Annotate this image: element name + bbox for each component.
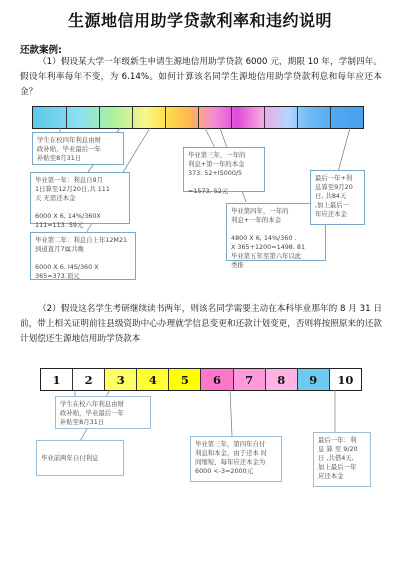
year-cell: 8	[266, 369, 298, 390]
timeline-tick	[165, 107, 166, 128]
year-cell: 6	[201, 369, 233, 390]
year-cell: 1	[41, 369, 73, 390]
note-tl1-year2: 毕业第二年：利息自上年12M21 到道直月7属共晚 6000 X 6. I4S/360 X 365=373.顶元	[30, 232, 136, 280]
year-cell: 5	[169, 369, 201, 390]
page-title: 生源地信用助学贷款利率和违约说明	[67, 11, 332, 30]
timeline-tick	[132, 107, 133, 128]
year-cell: 3	[105, 369, 137, 390]
timeline-tick	[198, 107, 199, 128]
timeline-tick	[264, 107, 265, 128]
timeline-tick	[66, 107, 67, 128]
year-cell: 4	[137, 369, 169, 390]
year-cell: 2	[73, 369, 105, 390]
year-cell: 7	[234, 369, 266, 390]
timeline-tick	[231, 107, 232, 128]
note-tl2-first-two-years: 毕业前两年自付利息	[36, 440, 124, 476]
timeline-tick	[330, 107, 331, 128]
timeline-tick	[297, 107, 298, 128]
year-cell: 9	[298, 369, 330, 390]
note-tl2-in-school: 学生在校六年利息由财 政补贴，毕业最后一年 补贴至8月31日	[55, 396, 151, 429]
note-tl1-year1: 毕业第一年：利息自9月 1日算至12月20日,共 111 天 无需还本金 6000 X 6, 14%/360X 111=113. 59元	[30, 172, 130, 224]
note-tl1-final-year: 最后一年+利 息算至9月20 日, 共84天 ,加上最后一 年应还本金	[310, 170, 365, 225]
timeline-bar-1	[32, 106, 364, 129]
year-cell: 10	[330, 369, 361, 390]
case-paragraph-1: （1）假设某大学一年级新生申请生源地信用助学贷款 6000 元，期限 10 年，学制四年。假设年利率每年不变，为 6.14%。如何计算该名同学生源地信用助学贷款利息和每年应还本金？	[20, 57, 382, 97]
note-tl2-years-3-4: 毕业第三年，第四年自付 利息和本金，由于还本 时 间缩短，每年应还本金为 6000 <-3=2000元	[190, 436, 282, 482]
note-tl1-in-school: 学生在校四年利息由财 政补贴，毕业最后一年 补贴至8月31日	[32, 132, 124, 165]
timeline-bar-2	[40, 368, 362, 391]
case-paragraph-2: （2）假设这名学生考研继续读书两年，则该名同学需要主动在本科毕业那年的 8 月 31 日前，带上相关证明前往县级资助中心办理就学信息变更和还款计划变更，否则将按照原来的还款计划偿还生源地信用助学贷款本	[20, 304, 382, 344]
timeline-tick	[99, 107, 100, 128]
note-tl2-final-year: 最后一年：利 息 算 至 9/20 日 ,共借4天, 加上最后一年 应还本金	[313, 432, 371, 487]
section-label: 还款案例:	[20, 45, 62, 56]
note-tl1-year4: 毕业第四年，一年的 利息+一年的本金 4800 X 6, 14%/360 . X 365+1200=1498. 81 毕业第五年至第六年以此 类推	[226, 203, 326, 261]
note-tl1-year3: 毕业第三年，一年的 利息+第一年的本金 373. 52+IS000/5 =1573. 52元	[183, 147, 265, 192]
